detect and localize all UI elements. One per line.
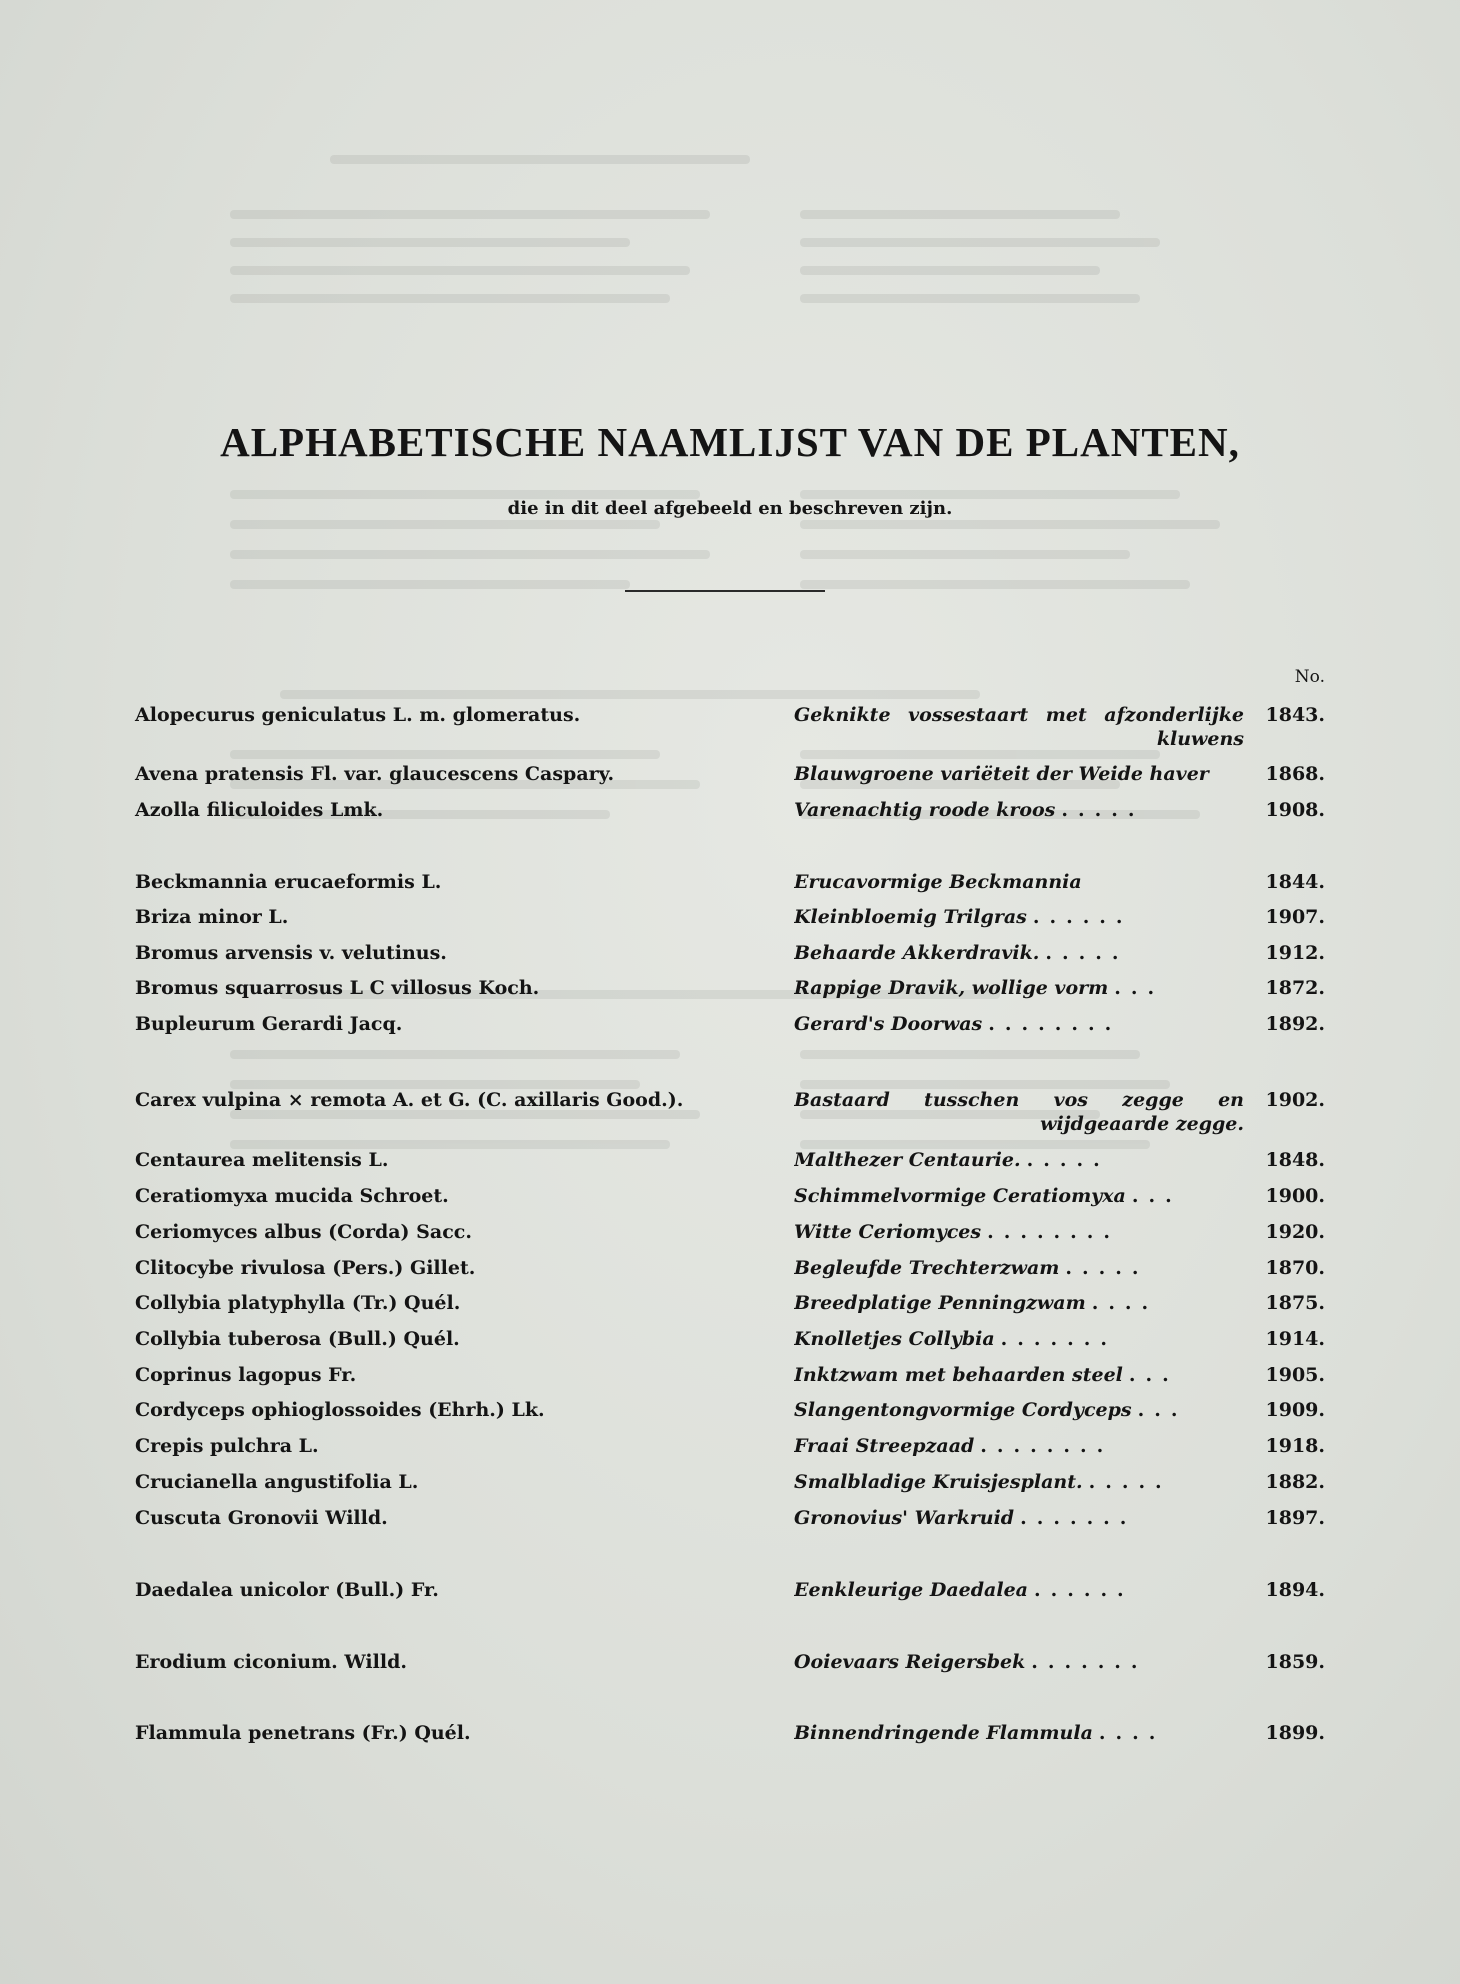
plate-number: 1920. [1265,1221,1325,1243]
plate-number: 1844. [1265,871,1325,893]
dutch-name [794,1578,1244,1602]
latin-name: Coprinus lagopus Fr. [135,1364,357,1386]
latin-name: Crucianella angustifolia L. [135,1471,419,1493]
leader-dots: ..... [1026,1149,1110,1171]
plate-number: 1843. [1265,704,1325,726]
dutch-name-text: Malthezer Centaurie. [794,1149,1021,1171]
dutch-name [794,1256,1244,1280]
list-item [0,1012,1460,1072]
plate-number: 1897. [1265,1507,1325,1529]
leader-dots: ..... [1065,1257,1149,1279]
latin-name: Ceratiomyxa mucida Schroet. [135,1185,449,1207]
dutch-name [794,1291,1244,1315]
latin-name: Collybia platyphylla (Tr.) Quél. [135,1292,461,1314]
plate-number: 1908. [1265,799,1325,821]
plate-number: 1912. [1265,942,1325,964]
number-column-header: No. [1294,667,1325,687]
page-title: ALPHABETISCHE NAAMLIJST VAN DE PLANTEN, [220,419,1240,465]
dutch-name-text: Kleinbloemig Trilgras [794,906,1027,928]
dutch-name-text: Breedplatige Penningzwam [794,1292,1086,1314]
dutch-name [794,1434,1244,1458]
latin-name: Azolla filiculoides Lmk. [135,799,384,821]
leader-dots: ....... [1031,1651,1148,1673]
leader-dots: ... [1128,1364,1179,1386]
dutch-name-text: Begleufde Trechterzwam [794,1257,1060,1279]
latin-name: Cuscuta Gronovii Willd. [135,1507,388,1529]
leader-dots: ........ [987,1221,1121,1243]
latin-name: Daedalea unicolor (Bull.) Fr. [135,1579,439,1601]
latin-name: Bromus arvensis v. velutinus. [135,942,447,964]
list-item [0,1578,1460,1638]
dutch-name-text: Eenkleurige Daedalea [794,1579,1028,1601]
list-item [0,1721,1460,1781]
dutch-name-text: Blauwgroene variëteit der Weide haver [794,763,1209,785]
plate-number: 1902. [1265,1089,1325,1111]
leader-dots: ........ [980,1435,1114,1457]
latin-name: Avena pratensis Fl. var. glaucescens Caspary. [135,763,615,785]
plate-number: 1894. [1265,1579,1325,1601]
plate-number: 1848. [1265,1149,1325,1171]
dutch-name [794,905,1244,929]
leader-dots: .... [1098,1722,1166,1744]
dutch-name [794,1148,1244,1172]
leader-dots: ..... [1045,942,1129,964]
dutch-name-text: Witte Ceriomyces [794,1221,982,1243]
dutch-name-text: Fraai Streepzaad [794,1435,975,1457]
plate-number: 1900. [1265,1185,1325,1207]
dutch-name [794,1012,1244,1036]
dutch-name: Geknikte vossestaart met afzonderlijke kluwens [794,704,1244,750]
dutch-name-text: Rappige Dravik, wollige vorm [794,977,1109,999]
dutch-name-text: Behaarde Akkerdravik. [794,942,1040,964]
dutch-name [794,762,1244,786]
plate-number: 1872. [1265,977,1325,999]
plate-number: 1899. [1265,1722,1325,1744]
latin-name: Alopecurus geniculatus L. m. glomeratus. [135,704,581,726]
dutch-name-text: Smalbladige Kruisjesplant. [794,1471,1083,1493]
dutch-name [794,1398,1244,1422]
dutch-name-text: Varenachtig roode kroos [794,799,1056,821]
plate-number: 1914. [1265,1328,1325,1350]
leader-dots: ...... [1032,906,1133,928]
dutch-name-text: Gerard's Doorwas [794,1013,983,1035]
list-item [0,1650,1460,1710]
dutch-name [794,976,1244,1000]
page-subtitle: die in dit deel afgebeeld en beschreven zijn. [507,498,953,519]
leader-dots: ........ [988,1013,1122,1035]
latin-name: Bupleurum Gerardi Jacq. [135,1013,403,1035]
dutch-name [794,1650,1244,1674]
dutch-name [794,1470,1244,1494]
leader-dots: ... [1131,1185,1182,1207]
dutch-name: Bastaard tusschen vos zegge en wijdgeaarde zegge. [794,1089,1244,1135]
dutch-name [794,1506,1244,1530]
latin-name: Cordyceps ophioglossoides (Ehrh.) Lk. [135,1399,545,1421]
dutch-name-text: Gronovius' Warkruid [794,1507,1015,1529]
dutch-name [794,870,1244,894]
leader-dots: ....... [1020,1507,1137,1529]
dutch-name-text: Ooievaars Reigersbek [794,1651,1026,1673]
leader-dots: ...... [1033,1579,1134,1601]
plate-number: 1907. [1265,906,1325,928]
dutch-name [794,1327,1244,1351]
plate-number: 1875. [1265,1292,1325,1314]
leader-dots: ... [1114,977,1165,999]
list-item [0,1088,1460,1148]
latin-name: Bromus squarrosus L C villosus Koch. [135,977,540,999]
dutch-name-text: Inktzwam met behaarden steel [794,1364,1123,1386]
dutch-name [794,798,1244,822]
leader-dots: ..... [1088,1471,1172,1493]
list-item [0,798,1460,858]
list-item [0,1506,1460,1566]
latin-name: Crepis pulchra L. [135,1435,319,1457]
dutch-name-text: Schimmelvormige Ceratiomyxa [794,1185,1126,1207]
plate-number: 1882. [1265,1471,1325,1493]
dutch-name [794,1363,1244,1387]
plate-number: 1859. [1265,1651,1325,1673]
latin-name: Beckmannia erucaeformis L. [135,871,442,893]
leader-dots: ... [1137,1399,1188,1421]
list-item [0,703,1460,763]
latin-name: Erodium ciconium. Willd. [135,1651,407,1673]
dutch-name [794,1220,1244,1244]
latin-name: Centaurea melitensis L. [135,1149,389,1171]
dutch-name [794,1721,1244,1745]
dutch-name [794,941,1244,965]
plate-number: 1870. [1265,1257,1325,1279]
leader-dots: ..... [1061,799,1145,821]
dutch-name-text: Binnendringende Flammula [794,1722,1093,1744]
latin-name: Flammula penetrans (Fr.) Quél. [135,1722,471,1744]
plate-number: 1905. [1265,1364,1325,1386]
dutch-name [794,1184,1244,1208]
latin-name: Collybia tuberosa (Bull.) Quél. [135,1328,460,1350]
latin-name: Ceriomyces albus (Corda) Sacc. [135,1221,472,1243]
dutch-name-text: Knolletjes Collybia [794,1328,995,1350]
leader-dots: ....... [1000,1328,1117,1350]
latin-name: Briza minor L. [135,906,289,928]
plate-number: 1892. [1265,1013,1325,1035]
latin-name: Clitocybe rivulosa (Pers.) Gillet. [135,1257,476,1279]
dutch-name-text: Erucavormige Beckmannia [794,871,1082,893]
plate-number: 1909. [1265,1399,1325,1421]
leader-dots: .... [1091,1292,1159,1314]
plate-number: 1868. [1265,763,1325,785]
dutch-name-text: Slangentongvormige Cordyceps [794,1399,1132,1421]
latin-name: Carex vulpina × remota A. et G. (C. axillaris Good.). [135,1089,684,1111]
plate-number: 1918. [1265,1435,1325,1457]
